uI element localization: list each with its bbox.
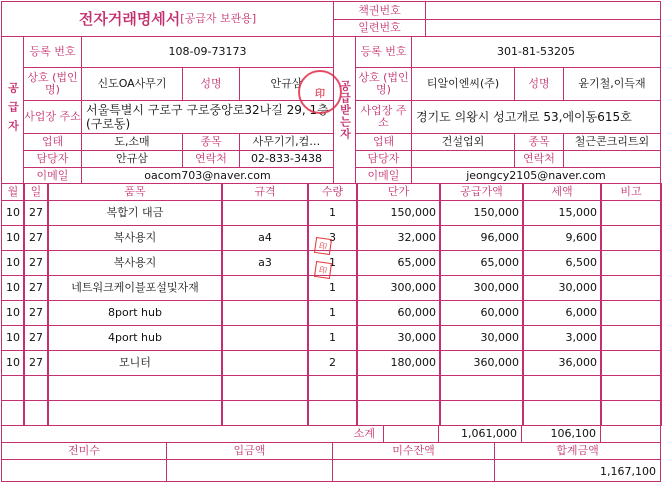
note-cell [600,225,662,251]
unit-price-cell: 32,000 [356,225,441,251]
qty-cell: 1 [307,250,358,276]
buyer-reg-label: 등록 번호 [355,36,412,68]
supplier-item: 사무기기,컴… [239,133,334,151]
column-header: 수량 [307,183,358,201]
day-cell [23,375,49,401]
volume-no-label: 책권번호 [333,1,426,20]
spec-cell: a3 [221,250,309,276]
spec-cell [221,400,309,426]
month-cell: 10 [1,300,25,326]
buyer-email: jeongcy2105@naver.com [411,167,661,184]
unpaid-label: 전미수 [1,442,167,460]
supplier-addr-label: 사업장 주소 [23,100,82,134]
item-name-cell: 8port hub [47,300,223,326]
note-cell [600,350,662,376]
subtotal-label: 소계 [1,425,384,443]
supply-amount-cell [439,375,524,401]
grand-total-value: 1,167,100 [494,459,661,482]
month-cell: 10 [1,200,25,226]
column-header: 단가 [356,183,441,201]
item-name-cell: 4port hub [47,325,223,351]
column-header: 비고 [600,183,662,201]
note-cell [600,250,662,276]
month-cell [1,375,25,401]
day-cell: 27 [23,325,49,351]
buyer-item: 철근콘크리트외 [563,133,661,151]
spec-cell [221,300,309,326]
tax-cell [522,375,602,401]
tax-cell: 6,000 [522,300,602,326]
item-name-cell: 복사용지 [47,250,223,276]
supplier-reg-no: 108-09-73173 [81,36,334,68]
buyer-side-label: 공급받는자 [333,36,356,184]
seal-stamp: 印 [314,261,332,279]
buyer-person-label: 담당자 [355,150,412,168]
tax-cell: 6,500 [522,250,602,276]
supply-amount-cell: 360,000 [439,350,524,376]
seal-mark: 印 [315,88,325,100]
buyer-name-label: 상호 (법인명) [355,67,412,101]
column-header: 공급가액 [439,183,524,201]
tax-cell: 3,000 [522,325,602,351]
day-cell: 27 [23,225,49,251]
qty-cell: 2 [307,350,358,376]
supply-amount-cell: 300,000 [439,275,524,301]
note-cell [600,300,662,326]
supply-amount-cell: 60,000 [439,300,524,326]
subtotal-price-cell [383,425,439,443]
month-cell: 10 [1,225,25,251]
title-sub: [공급자 보관용] [180,12,257,25]
spec-cell [221,350,309,376]
supplier-item-label: 종목 [182,133,240,151]
column-header: 세액 [522,183,602,201]
spec-cell [221,275,309,301]
qty-cell [307,375,358,401]
supply-amount-cell: 150,000 [439,200,524,226]
supplier-rep: 안규삼 [239,67,334,101]
buyer-name: 티알이엔씨(주) [411,67,515,101]
buyer-biz: 건설업외 [411,133,515,151]
tax-cell: 36,000 [522,350,602,376]
tax-cell: 9,600 [522,225,602,251]
supplier-email: oacom703@naver.com [81,167,334,184]
item-name-cell: 복사용지 [47,225,223,251]
qty-cell: 3 [307,225,358,251]
note-cell [600,400,662,426]
buyer-phone-label: 연락처 [514,150,564,168]
buyer-reg-no: 301-81-53205 [411,36,661,68]
supplier-phone: 02-833-3438 [239,150,334,168]
supplier-biz-label: 업태 [23,133,82,151]
spec-cell [221,375,309,401]
supplier-reg-label: 등록 번호 [23,36,82,68]
tax-cell [522,400,602,426]
seal-stamp: 印 [314,237,332,255]
buyer-item-label: 종목 [514,133,564,151]
note-cell [600,200,662,226]
supply-amount-cell: 65,000 [439,250,524,276]
unit-price-cell: 30,000 [356,325,441,351]
item-name-cell: 복합기 대금 [47,200,223,226]
buyer-addr: 경기도 의왕시 성고개로 53,에이동615호 [411,100,661,134]
day-cell [23,400,49,426]
supplier-person: 안규삼 [81,150,183,168]
supplier-biz: 도,소매 [81,133,183,151]
buyer-biz-label: 업태 [355,133,412,151]
buyer-addr-label: 사업장 주소 [355,100,412,134]
supplier-phone-label: 연락처 [182,150,240,168]
column-header: 규격 [221,183,309,201]
column-header: 월 [1,183,25,201]
note-cell [600,375,662,401]
unit-price-cell [356,400,441,426]
paid-value [166,459,333,482]
day-cell: 27 [23,250,49,276]
column-header: 품목 [47,183,223,201]
item-name-cell: 모니터 [47,350,223,376]
day-cell: 27 [23,200,49,226]
supplier-name-label: 상호 (법인명) [23,67,82,101]
note-cell [600,325,662,351]
grand-total-label: 합계금액 [494,442,661,460]
supplier-addr: 서울특별시 구로구 구로중앙로32나길 29, 1층(구로동) [81,100,334,134]
unit-price-cell: 65,000 [356,250,441,276]
supply-amount-cell: 30,000 [439,325,524,351]
day-cell: 27 [23,300,49,326]
spec-cell [221,200,309,226]
supplier-side-label: 공급자 [1,36,24,184]
month-cell: 10 [1,250,25,276]
title-main: 전자거래명세서 [78,10,181,28]
supply-amount-cell: 96,000 [439,225,524,251]
tax-cell: 15,000 [522,200,602,226]
buyer-rep-label: 성명 [514,67,564,101]
qty-cell: 1 [307,325,358,351]
spec-cell: a4 [221,225,309,251]
unit-price-cell: 300,000 [356,275,441,301]
balance-label: 미수잔액 [332,442,495,460]
supplier-rep-label: 성명 [182,67,240,101]
item-name-cell [47,400,223,426]
tax-cell: 30,000 [522,275,602,301]
month-cell: 10 [1,325,25,351]
serial-no-label: 일련번호 [333,19,426,37]
unit-price-cell [356,375,441,401]
subtotal-tax: 106,100 [521,425,601,443]
supply-amount-cell [439,400,524,426]
note-cell [600,275,662,301]
unit-price-cell: 60,000 [356,300,441,326]
month-cell: 10 [1,350,25,376]
item-name-cell [47,375,223,401]
month-cell [1,400,25,426]
qty-cell: 1 [307,275,358,301]
unit-price-cell: 150,000 [356,200,441,226]
balance-value [332,459,495,482]
supplier-person-label: 담당자 [23,150,82,168]
qty-cell [307,400,358,426]
buyer-email-label: 이메일 [355,167,412,184]
spec-cell [221,325,309,351]
qty-cell: 1 [307,300,358,326]
month-cell: 10 [1,275,25,301]
paid-label: 입금액 [166,442,333,460]
day-cell: 27 [23,275,49,301]
qty-cell: 1 [307,200,358,226]
supplier-name: 신도OA사무기 [81,67,183,101]
day-cell: 27 [23,350,49,376]
unpaid-value [1,459,167,482]
unit-price-cell: 180,000 [356,350,441,376]
supplier-email-label: 이메일 [23,167,82,184]
subtotal-supply: 1,061,000 [438,425,522,443]
buyer-rep: 윤기철,이득재 [563,67,661,101]
column-header: 일 [23,183,49,201]
item-name-cell: 네트워크케이블포설및자재 [47,275,223,301]
subtotal-note [600,425,661,443]
